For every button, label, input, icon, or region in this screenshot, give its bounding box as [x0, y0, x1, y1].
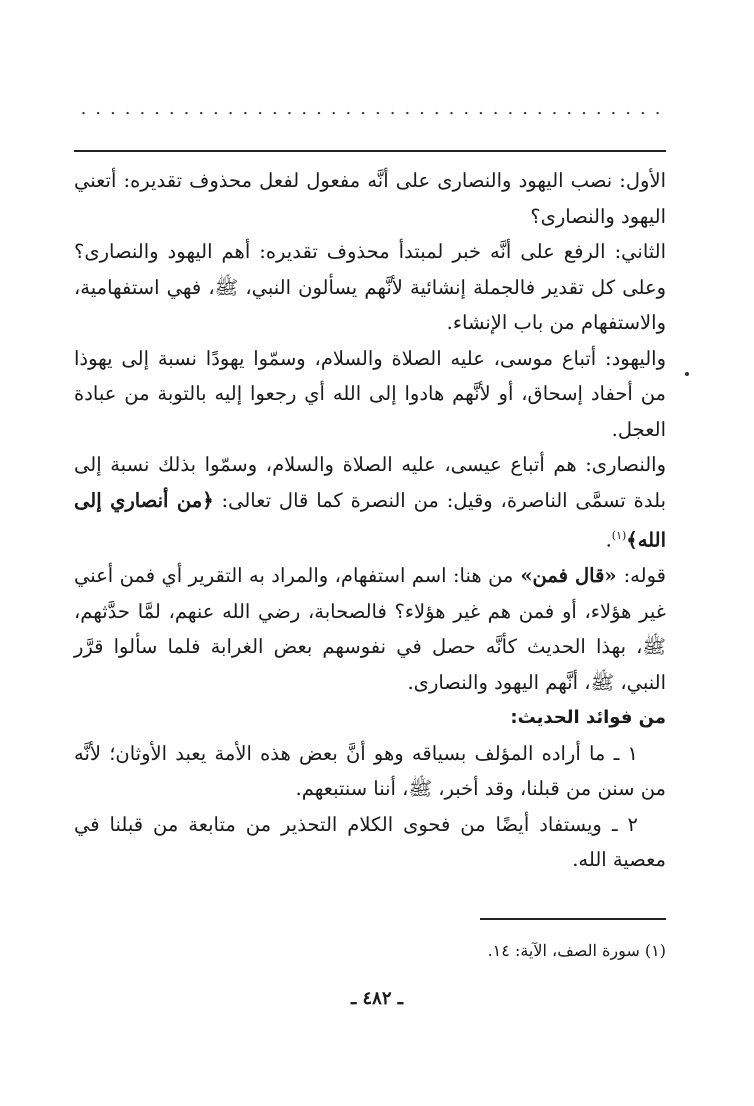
paragraph-second	[74, 234, 666, 341]
top-rule	[74, 150, 666, 152]
paragraph-lead: واليهود:	[605, 346, 666, 370]
page-number: ـ ٤٨٢ ـ	[350, 988, 404, 1009]
benefit-number: ١ ـ	[613, 741, 638, 765]
benefit-number: ٢ ـ	[611, 812, 638, 836]
paragraph-text: نصب اليهود والنصارى على أنَّه مفعول لفعل محذوف تقديره: أتعني اليهود والنصارى؟	[74, 169, 666, 228]
paragraph-lead: الأول:	[619, 169, 666, 192]
paragraph-jews	[74, 341, 666, 448]
footnote-ref: (١)	[611, 529, 627, 542]
paragraph-tail: .	[605, 528, 612, 552]
benefits-heading: من فوائد الحديث:	[510, 707, 666, 728]
paragraph-first	[74, 163, 666, 234]
footnote-marker: (١)	[644, 941, 666, 960]
footnote-text: سورة الصف، الآية: ١٤.	[487, 941, 645, 960]
paragraph-christians	[74, 447, 666, 558]
benefit-item	[74, 736, 666, 807]
paragraph-text: أتباع موسى، عليه الصلاة والسلام، وسمّوا يهودًا نسبة إلى يهوذا من أحفاد إسحاق، أو لأنَّهم هادوا إلى الله أي رجعوا إليه بالتوبة من عبادة العجل.	[74, 346, 666, 441]
benefit-text: ويستفاد أيضًا من فحوى الكلام التحذير من متابعة من قبلنا في معصية الله.	[74, 812, 666, 871]
paragraph-text: هم أتباع عيسى، عليه الصلاة والسلام، وسمّوا بذلك نسبة إلى بلدة تسمَّى الناصرة، وقيل: من النصرة كما قال تعالى:	[74, 453, 666, 512]
paragraph-qawluhu	[74, 558, 666, 700]
paragraph-lead: والنصارى:	[585, 453, 666, 476]
paragraph-lead: الثاني:	[614, 240, 666, 263]
footnote	[74, 938, 666, 964]
margin-mark	[685, 372, 689, 376]
footnote-rule	[480, 918, 666, 920]
benefit-text: ما أراده المؤلف بسياقه وهو أنَّ بعض هذه الأمة يعبد الأوثان؛ لأنَّه من سنن من قبلنا، وقد أخبر، ﷺ، أننا سنتبعهم.	[74, 741, 666, 800]
hadith-quote: «قال فمن»	[513, 564, 624, 587]
quran-quote: ﴿من أنصاري إلى الله﴾	[74, 488, 666, 552]
paragraph-text: من هنا: اسم استفهام، والمراد به التقرير أي فمن أعني غير هؤلاء، أو فمن هم غير هؤلاء؟ فالصحابة، رضي الله عنهم، لمَّا حدَّثهم، ﷺ، بهذا الحديث كأنَّه حصل في نفوسهم بعض الغرابة فلما سألوا قرَّر النبي، ﷺ، أنَّهم اليهود والنصارى.	[74, 564, 666, 694]
paragraph-text: الرفع على أنَّه خبر لمبتدأ محذوف تقديره: أهم اليهود والنصارى؟ وعلى كل تقدير فالجملة إنشائية لأنَّهم يسألون النبي، ﷺ، فهي استفهامية، والاستفهام من باب الإنشاء.	[74, 240, 666, 334]
header-dotted-line: ........................................	[80, 98, 670, 119]
paragraph-lead: قوله:	[623, 564, 666, 587]
benefit-item	[74, 807, 666, 878]
body-text	[74, 163, 666, 878]
